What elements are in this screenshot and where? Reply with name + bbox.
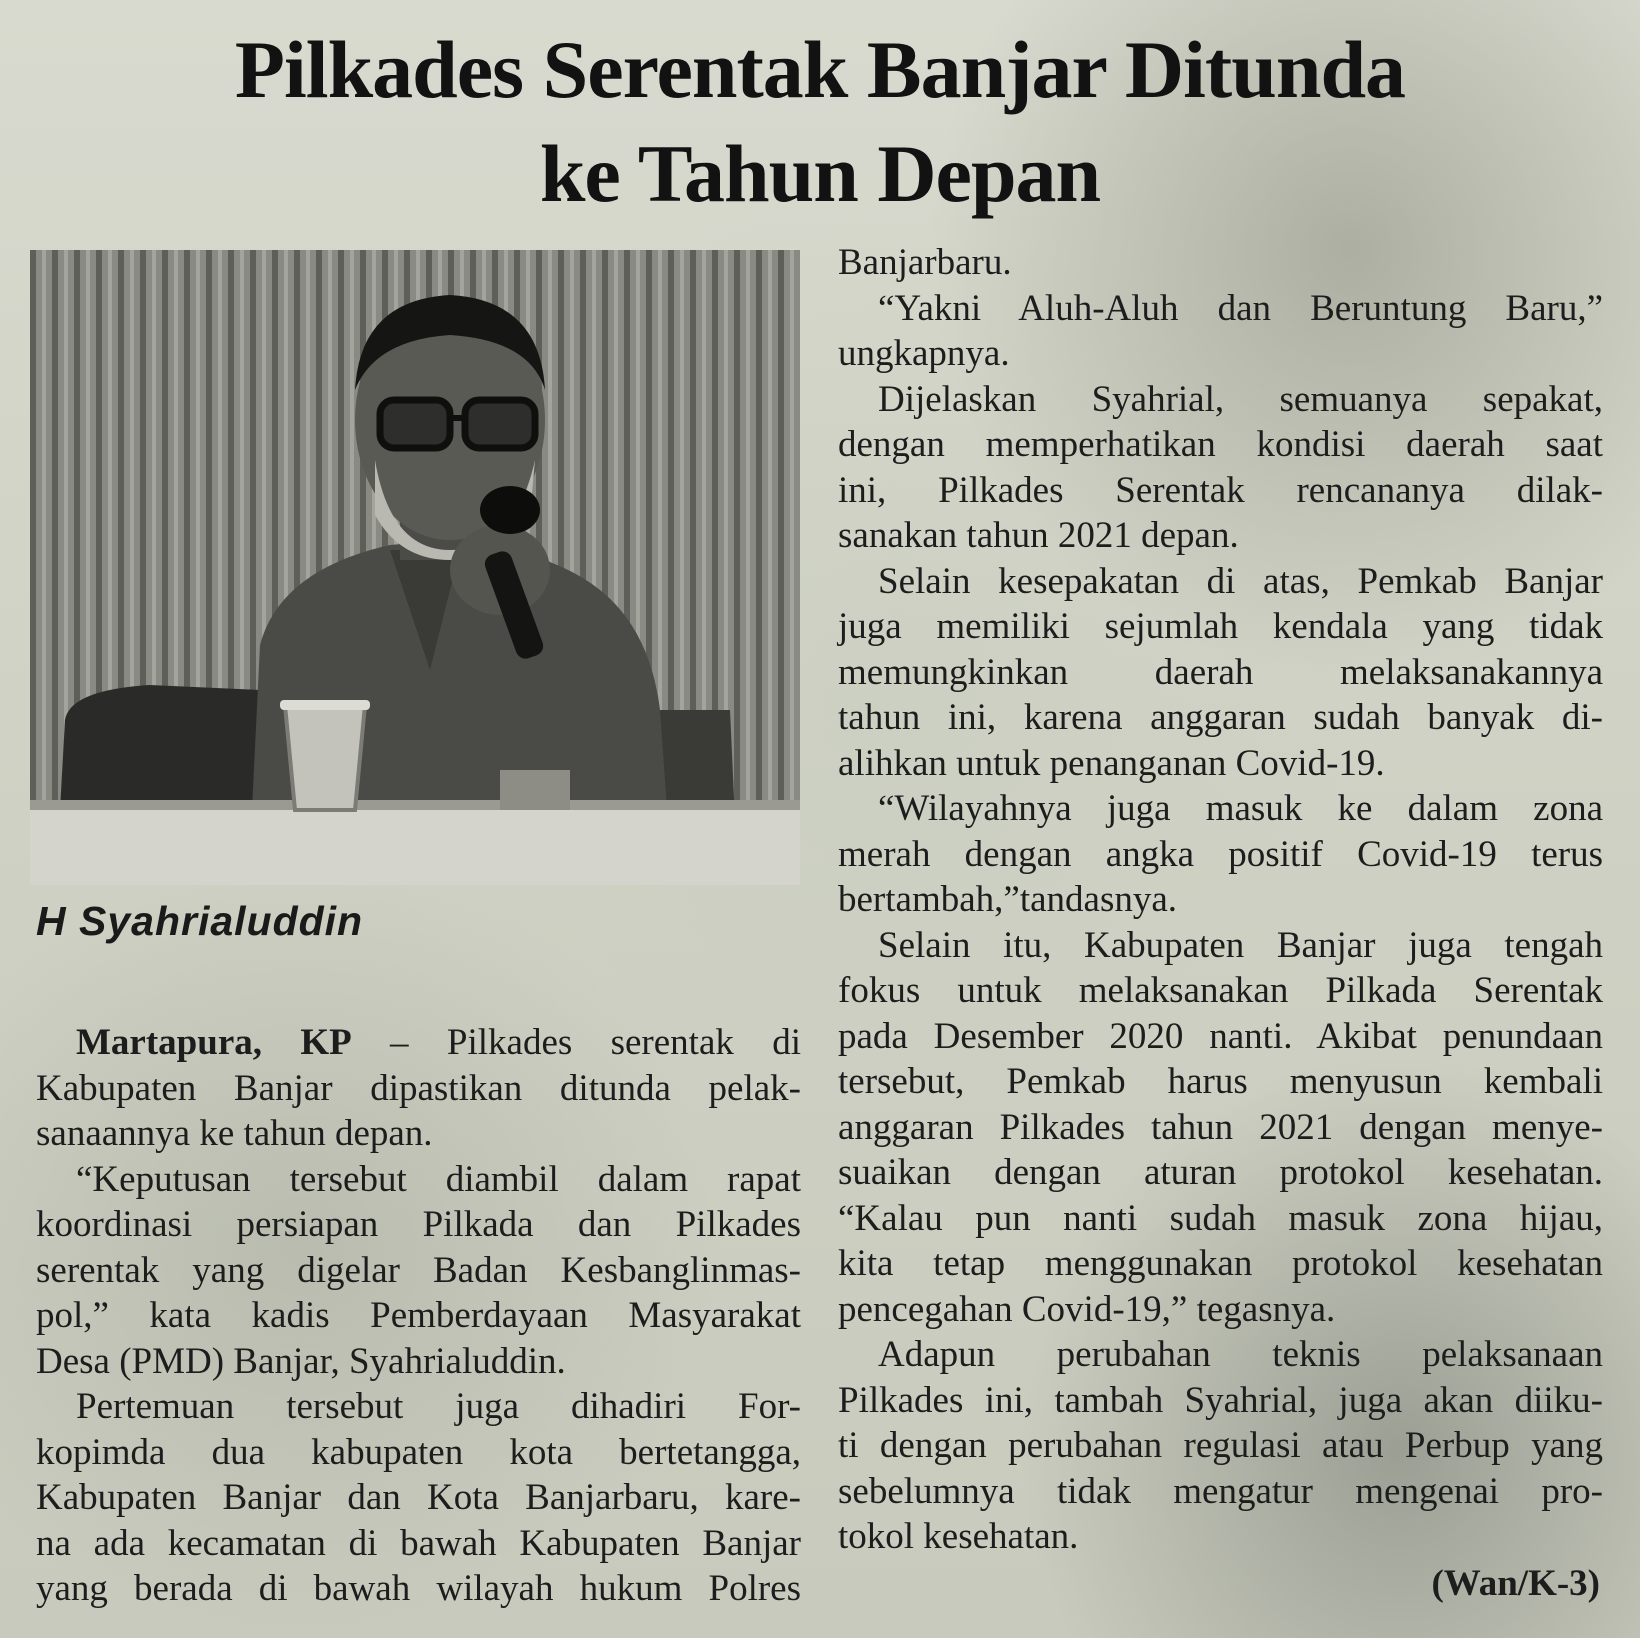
photo-illustration (30, 250, 800, 885)
article-line: alihkan untuk penanganan Covid-19. (838, 742, 1385, 784)
article-line: Kabupaten Banjar dipastikan ditunda pelak- (36, 1067, 801, 1109)
article-line: bertambah,”tandasnya. (838, 879, 1178, 920)
article-line: Pertemuan tersebut juga dihadiri For- (76, 1386, 801, 1427)
article-line: anggaran Pilkades tahun 2021 dengan menye- (838, 1106, 1603, 1148)
article-line: sebelumnya tidak mengatur mengenai pro- (838, 1470, 1603, 1512)
article-line: pencegahan Covid-19,” tegasnya. (838, 1288, 1336, 1330)
article-line: “Kalau pun nanti sudah masuk zona hijau, (838, 1197, 1603, 1239)
article-line: Selain kesepakatan di atas, Pemkab Banjar (878, 560, 1603, 602)
article-line: Selain itu, Kabupaten Banjar juga tengah (878, 924, 1603, 966)
article-line: yang berada di bawah wilayah hukum Polres (36, 1568, 801, 1609)
article-line: tokol kesehatan. (838, 1516, 1079, 1557)
article-line: kita tetap menggunakan protokol kesehatan (838, 1243, 1603, 1284)
article-line: juga memiliki sejumlah kendala yang tidak (838, 606, 1603, 647)
article-line: “Yakni Aluh-Aluh dan Beruntung Baru,” (878, 287, 1603, 329)
article-line: sanaannya ke tahun depan. (36, 1113, 433, 1154)
article-right-column (838, 240, 1603, 1560)
article-line: dengan memperhatikan kondisi daerah saat (838, 424, 1603, 465)
article-line: memungkinkan daerah melaksanakannya (838, 651, 1603, 693)
article-line: Pilkades ini, tambah Syahrial, juga akan diiku- (838, 1379, 1603, 1421)
headline (60, 18, 1580, 226)
author-signature: (Wan/K-3) (1431, 1563, 1600, 1604)
article-line: merah dengan angka positif Covid-19 terus (838, 833, 1603, 875)
article-line: ini, Pilkades Serentak rencananya dilak- (838, 469, 1603, 511)
article-line: Kabupaten Banjar dan Kota Banjarbaru, kare- (36, 1477, 801, 1518)
article-line: Martapura, KP – Pilkades serentak di (76, 1022, 801, 1063)
article-left-column (36, 1020, 801, 1612)
article-line: tahun ini, karena anggaran sudah banyak di- (838, 697, 1603, 738)
article-line: “Keputusan tersebut diambil dalam rapat (76, 1158, 801, 1200)
article-line: pol,” kata kadis Pemberdayaan Masyarakat (36, 1295, 801, 1336)
article-line: na ada kecamatan di bawah Kabupaten Banjar (36, 1522, 801, 1564)
article-line: fokus untuk melaksanakan Pilkada Serentak (838, 970, 1603, 1011)
article-line: Desa (PMD) Banjar, Syahrialuddin. (36, 1340, 566, 1382)
article-line: Adapun perubahan teknis pelaksanaan (878, 1334, 1603, 1375)
article-line: koordinasi persiapan Pilkada dan Pilkades (36, 1204, 801, 1245)
article-line: pada Desember 2020 nanti. Akibat penundaan (838, 1015, 1603, 1057)
article-line: Dijelaskan Syahrial, semuanya sepakat, (878, 378, 1603, 420)
article-line: kopimda dua kabupaten kota bertetangga, (36, 1431, 801, 1473)
article-line: serentak yang digelar Badan Kesbanglinmas- (36, 1249, 801, 1291)
article-line: sanakan tahun 2021 depan. (838, 515, 1239, 556)
headline-line-1: Pilkades Serentak Banjar Ditunda (234, 24, 1406, 115)
article-line: ti dengan perubahan regulasi atau Perbup yang (838, 1425, 1603, 1466)
article-line: tersebut, Pemkab harus menyusun kembali (838, 1061, 1603, 1102)
article-line: “Wilayahnya juga masuk ke dalam zona (878, 788, 1603, 829)
photo-caption: H Syahrialuddin (36, 898, 364, 944)
article-line: ungkapnya. (838, 333, 1010, 374)
article-line: Banjarbaru. (838, 242, 1012, 283)
dateline: Martapura, KP (76, 1022, 352, 1063)
article-line: suaikan dengan aturan protokol kesehatan. (838, 1152, 1603, 1193)
news-photo (30, 250, 800, 885)
headline-line-2: ke Tahun Depan (539, 128, 1101, 219)
